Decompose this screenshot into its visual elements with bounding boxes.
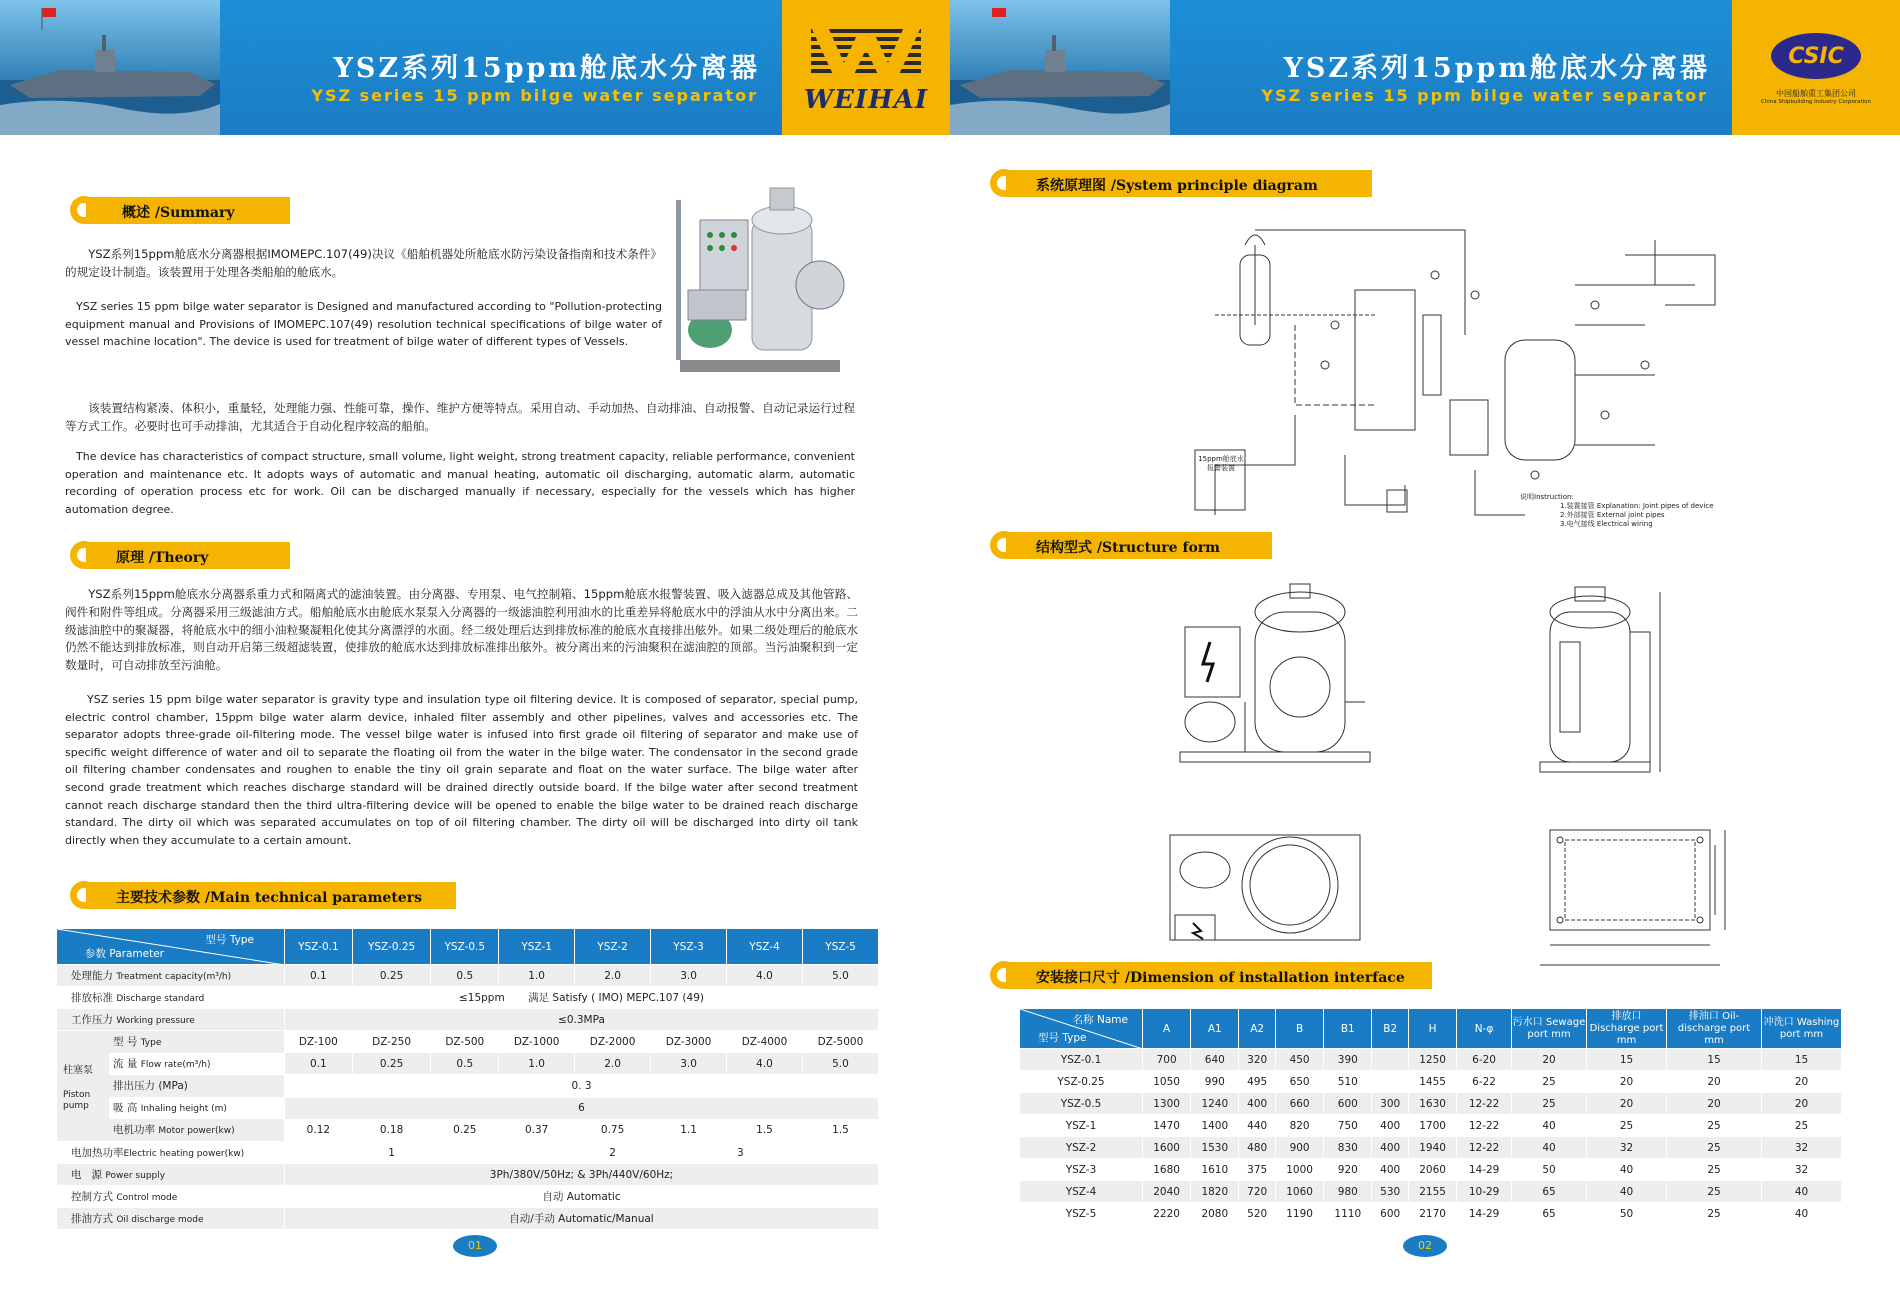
banner-title-cn: YSZ系列15ppm舱底水分离器: [333, 53, 760, 84]
dimension-cell: 10-29: [1457, 1181, 1512, 1203]
table-row: [1020, 1071, 1842, 1093]
model-header: YSZ-3: [651, 929, 727, 965]
dimension-cell: 20: [1667, 1093, 1762, 1115]
dimension-cell: 600: [1324, 1093, 1372, 1115]
dimension-cell: 1470: [1143, 1115, 1191, 1137]
structure-side-view: [1520, 582, 1670, 792]
model-header: YSZ-4: [727, 929, 803, 965]
table-row: 0. 3: [57, 1075, 879, 1097]
dimension-cell: 12-22: [1457, 1137, 1512, 1159]
model-cell: YSZ-1: [1020, 1115, 1143, 1137]
dimension-cell: 400: [1372, 1115, 1409, 1137]
dimension-cell: 2080: [1191, 1203, 1239, 1225]
dimension-cell: 1940: [1408, 1137, 1456, 1159]
dimension-cell: 6-20: [1457, 1049, 1512, 1071]
theory-en-paragraph: YSZ series 15 ppm bilge water separator is gravity type and insulation type oil filtering device. It is composed of separator, special pump, electric control chamber, 15ppm bilge water alarm device, inhaled filter assembly and other pipelines, valves and accessories etc. The separator adopts three-grade oil-filtering mode. The vessel bilge water is infused into first grade oil filtering of separator and make use of specific weight difference of water and oil to separate the floating oil from the water in the bilge water. The condensator in the second grade oil filtering chamber condensates and roughen to enable the tiny oil grain separate and float on the water surface. The bilge water after second grade treatment which reaches discharge standard will be drained directly outside board. If the bilge water after second treatment cannot reach discharge standard then the third ultra-filtering device will be opened to enable the bilge water to be drained reach discharge standard. The dirty oil which was separated accumulates on top of oil filtering chamber. The dirty oil will be discharged into dirty oil tank directly when they accumulate to a certain amount.: [65, 693, 858, 847]
dimension-cell: 980: [1324, 1181, 1372, 1203]
dimension-cell: 6-22: [1457, 1071, 1512, 1093]
model-header: YSZ-0.5: [431, 929, 499, 965]
structure-front-view: [1165, 582, 1390, 792]
column-header: 冲洗口 Washing port mm: [1762, 1009, 1842, 1049]
banner-left: [0, 0, 950, 135]
dimension-cell: 750: [1324, 1115, 1372, 1137]
dimension-cell: 300: [1372, 1093, 1409, 1115]
table-row: 0.12 0.18 0.25 0.37 0.75 1.1 1.5 1.5: [57, 1119, 879, 1141]
pump-label-en: Piston pump: [63, 1089, 91, 1111]
dimension-cell: 20: [1512, 1049, 1587, 1071]
model-cell: YSZ-0.5: [1020, 1093, 1143, 1115]
dimension-cell: 530: [1372, 1181, 1409, 1203]
column-header: 排放口 Discharge port mm: [1587, 1009, 1667, 1049]
structure-heading-text: 结构型式 /Structure form: [1036, 540, 1220, 556]
dimension-cell: [1372, 1049, 1409, 1071]
dimension-cell: 14-29: [1457, 1203, 1512, 1225]
model-cell: YSZ-0.25: [1020, 1071, 1143, 1093]
column-header: B1: [1324, 1009, 1372, 1049]
table-row: 柱塞泵 Piston pump 型 号 Type 流 量 Flow rate(m³/h) 排出压力 (MPa) 吸 高 Inhaling height (m) 电机功率 Motor power(kw) DZ-100 DZ-250 DZ-500 DZ-1000 DZ-2000 DZ-3000 DZ-4000 DZ-5000: [57, 1031, 879, 1053]
table-row: 电 源 Power supply 3Ph/380V/50Hz; & 3Ph/440V/60Hz;: [57, 1164, 879, 1186]
table-row: [1020, 1137, 1842, 1159]
dimension-cell: 510: [1324, 1071, 1372, 1093]
dimension-cell: 1630: [1408, 1093, 1456, 1115]
dimension-cell: 32: [1587, 1137, 1667, 1159]
dimension-cell: 2170: [1408, 1203, 1456, 1225]
table-row: 排油方式 Oil discharge mode 自动/手动 Automatic/Manual: [57, 1208, 879, 1230]
column-header: A2: [1239, 1009, 1276, 1049]
dimension-cell: 15: [1587, 1049, 1667, 1071]
table-row: [1020, 1159, 1842, 1181]
dimension-cell: 32: [1762, 1137, 1842, 1159]
theory-heading-text: 原理 /Theory: [116, 550, 209, 566]
dimension-cell: 720: [1239, 1181, 1276, 1203]
dimension-cell: 900: [1275, 1137, 1323, 1159]
dimension-cell: 920: [1324, 1159, 1372, 1181]
section-system-heading: [984, 170, 1384, 198]
model-header: YSZ-2: [575, 929, 651, 965]
dimension-cell: 1700: [1408, 1115, 1456, 1137]
dimension-cell: 1300: [1143, 1093, 1191, 1115]
alarm-box-label: 15ppm舱底水报警装置: [1198, 455, 1244, 472]
dimension-cell: [1372, 1071, 1409, 1093]
dimension-cell: 650: [1275, 1071, 1323, 1093]
model-cell: YSZ-4: [1020, 1181, 1143, 1203]
model-header: YSZ-1: [499, 929, 575, 965]
dimension-cell: 40: [1587, 1181, 1667, 1203]
dimension-cell: 1190: [1275, 1203, 1323, 1225]
technical-parameters-table: [56, 928, 879, 1230]
banner-title-cn: YSZ系列15ppm舱底水分离器: [1283, 53, 1710, 84]
foundation-plan-drawing: [1540, 815, 1740, 975]
model-cell: YSZ-5: [1020, 1203, 1143, 1225]
weihai-w-logo-icon: [806, 21, 926, 91]
separator-product-photo: [670, 180, 850, 385]
dimension-cell: 25: [1667, 1137, 1762, 1159]
dimension-cell: 40: [1512, 1115, 1587, 1137]
banner-title-en: YSZ series 15 ppm bilge water separator: [1261, 86, 1708, 105]
dimension-cell: 1060: [1275, 1181, 1323, 1203]
dimension-cell: 20: [1762, 1071, 1842, 1093]
page-number: 02: [1403, 1235, 1447, 1257]
column-header: 污水口 Sewage port mm: [1512, 1009, 1587, 1049]
table-corner-header: 名称 Name 型号 Type: [1020, 1009, 1143, 1049]
dimension-cell: 25: [1667, 1203, 1762, 1225]
system-principle-diagram: [1175, 215, 1740, 530]
weihai-logo: [782, 0, 950, 135]
aircraft-carrier-image: [950, 0, 1170, 135]
dimension-cell: 20: [1762, 1093, 1842, 1115]
dimension-cell: 660: [1275, 1093, 1323, 1115]
dimension-cell: 40: [1512, 1137, 1587, 1159]
dimension-cell: 25: [1667, 1115, 1762, 1137]
dimension-cell: 20: [1587, 1093, 1667, 1115]
column-header: B: [1275, 1009, 1323, 1049]
model-header: YSZ-0.1: [285, 929, 353, 965]
model-header: YSZ-5: [802, 929, 878, 965]
dimension-cell: 50: [1512, 1159, 1587, 1181]
table-row: 0.1 0.25 0.5 1.0 2.0 3.0 4.0 5.0: [57, 1053, 879, 1075]
csic-logo-text: CSIC: [1788, 43, 1844, 69]
dimension-cell: 2040: [1143, 1181, 1191, 1203]
dimension-cell: 40: [1762, 1203, 1842, 1225]
dimension-cell: 25: [1512, 1093, 1587, 1115]
table-row: 电加热功率Electric heating power(kw) 1 2 3: [57, 1142, 879, 1164]
dimension-cell: 1610: [1191, 1159, 1239, 1181]
page-number: 01: [453, 1235, 497, 1257]
table-row: [1020, 1181, 1842, 1203]
dimension-cell: 25: [1667, 1181, 1762, 1203]
dimension-cell: 65: [1512, 1203, 1587, 1225]
dimension-cell: 1000: [1275, 1159, 1323, 1181]
model-cell: YSZ-2: [1020, 1137, 1143, 1159]
dimension-cell: 990: [1191, 1071, 1239, 1093]
section-params-heading: [64, 882, 464, 910]
params-heading-text: 主要技术参数 /Main technical parameters: [116, 890, 422, 906]
dimension-cell: 400: [1239, 1093, 1276, 1115]
column-header: A: [1143, 1009, 1191, 1049]
dimension-cell: 14-29: [1457, 1159, 1512, 1181]
dimension-cell: 12-22: [1457, 1115, 1512, 1137]
model-header: YSZ-0.25: [352, 929, 431, 965]
dimension-cell: 640: [1191, 1049, 1239, 1071]
structure-top-view: [1165, 825, 1365, 950]
table-row: 控制方式 Control mode 自动 Automatic: [57, 1186, 879, 1208]
table-row: [1020, 1049, 1842, 1071]
dimension-cell: 32: [1762, 1159, 1842, 1181]
dimension-cell: 400: [1372, 1159, 1409, 1181]
banner-right: [950, 0, 1900, 135]
dimension-cell: 2155: [1408, 1181, 1456, 1203]
dimension-cell: 520: [1239, 1203, 1276, 1225]
theory-cn-paragraph: YSZ系列15ppm舱底水分离器系重力式和隔离式的滤油装置。由分离器、专用泵、电气控制箱、15ppm舱底水报警装置、吸入滤器总成及其他管路、阀件和附件等组成。分离器采用三级滤油方式。船舶舱底水由舱底水泵泵入分离器的一级滤油腔利用油水的比重差异将舱底水中的浮油从水中分离出来。二级滤油腔中的聚凝器，将舱底水中的细小油粒聚凝粗化使其分离漂浮的水面。经二级处理后达到排放标准的舱底水直接排出舷外。如果二级处理后的舱底水仍然不能达到排放标准，则自动开启第三级超滤装置，使排放的舱底水达到排放标准排出舷外。被分离出来的污油聚积在滤油腔的顶部。当污油聚积到一定数量时，可自动排放至污油舱。: [65, 587, 858, 673]
weihai-logo-text: WEIHAI: [803, 84, 929, 115]
dimension-cell: 20: [1587, 1071, 1667, 1093]
dimension-cell: 1530: [1191, 1137, 1239, 1159]
section-theory-heading: [64, 542, 304, 570]
table-row: 6: [57, 1097, 879, 1119]
table-row: 排放标准 Discharge standard ≤15ppm 满足 Satisfy ( IMO) MEPC.107 (49): [57, 987, 879, 1009]
dimension-cell: 1250: [1408, 1049, 1456, 1071]
model-cell: YSZ-0.1: [1020, 1049, 1143, 1071]
dimension-cell: 12-22: [1457, 1093, 1512, 1115]
dimension-cell: 600: [1372, 1203, 1409, 1225]
aircraft-carrier-image: [0, 0, 220, 135]
column-header: H: [1408, 1009, 1456, 1049]
summary-en-paragraph-1: YSZ series 15 ppm bilge water separator is Designed and manufactured according to "Pollution-protecting equipment manual and Provisions of IMOMEPC.107(49) resolution technical specifications of bilge water of vessel machine location". The device is used for treatment of bilge water of different types of Vessels.: [65, 300, 662, 349]
column-header: N-φ: [1457, 1009, 1512, 1049]
dimension-cell: 1400: [1191, 1115, 1239, 1137]
section-summary-heading: [64, 197, 304, 225]
dimension-cell: 320: [1239, 1049, 1276, 1071]
dimension-cell: 450: [1275, 1049, 1323, 1071]
dimension-cell: 25: [1667, 1159, 1762, 1181]
dimension-cell: 1110: [1324, 1203, 1372, 1225]
dimension-cell: 40: [1587, 1159, 1667, 1181]
table-row: 工作压力 Working pressure ≤0.3MPa: [57, 1009, 879, 1031]
dimension-table: [1019, 1008, 1842, 1225]
dimension-cell: 1680: [1143, 1159, 1191, 1181]
dimension-cell: 25: [1587, 1115, 1667, 1137]
summary-cn-paragraph-1: YSZ系列15ppm舱底水分离器根据IMOMEPC.107(49)决议《船舶机器处所舱底水防污染设备指南和技术条件》的规定设计制造。该装置用于处理各类船舶的舱底水。: [65, 247, 662, 279]
section-dimension-heading: [984, 962, 1444, 990]
dimension-cell: 25: [1512, 1071, 1587, 1093]
page-right: [950, 0, 1900, 1289]
dimension-cell: 1050: [1143, 1071, 1191, 1093]
summary-heading-text: 概述 /Summary: [122, 205, 235, 221]
dimension-cell: 1820: [1191, 1181, 1239, 1203]
summary-en-paragraph-2: The device has characteristics of compact structure, small volume, light weight, strong treatment capacity, reliable performance, convenient operation and maintenance etc. It adopts ways of automatic and manual heating, automatic oil discharging, automatic alarm, automatic recording of operation process etc for work. Oil can be discharged manually if necessary, especially for the vessels which has higher automation degree.: [65, 450, 855, 516]
dimension-cell: 820: [1275, 1115, 1323, 1137]
instruction-legend: 说明Instruction: 1.装置接管 Explanation: Joint pipes of device 2.外部接管 External joint pipes 3.电气接线 Electrical wiring: [1520, 493, 1714, 528]
dimension-cell: 390: [1324, 1049, 1372, 1071]
dimension-heading-text: 安装接口尺寸 /Dimension of installation interface: [1036, 970, 1405, 986]
dimension-cell: 20: [1667, 1071, 1762, 1093]
dimension-cell: 1600: [1143, 1137, 1191, 1159]
table-row: [1020, 1203, 1842, 1225]
dimension-cell: 25: [1762, 1115, 1842, 1137]
dimension-cell: 830: [1324, 1137, 1372, 1159]
column-header: A1: [1191, 1009, 1239, 1049]
dimension-cell: 375: [1239, 1159, 1276, 1181]
column-header: B2: [1372, 1009, 1409, 1049]
table-row: [1020, 1093, 1842, 1115]
dimension-cell: 440: [1239, 1115, 1276, 1137]
pump-label-cn: 柱塞泵: [63, 1064, 93, 1076]
dimension-cell: 700: [1143, 1049, 1191, 1071]
dimension-cell: 480: [1239, 1137, 1276, 1159]
dimension-cell: 495: [1239, 1071, 1276, 1093]
table-corner-header: 型号 Type 参数 Parameter: [57, 929, 285, 965]
dimension-cell: 1240: [1191, 1093, 1239, 1115]
dimension-cell: 1455: [1408, 1071, 1456, 1093]
dimension-cell: 2220: [1143, 1203, 1191, 1225]
model-cell: YSZ-3: [1020, 1159, 1143, 1181]
system-heading-text: 系统原理图 /System principle diagram: [1036, 178, 1318, 194]
table-row: 处理能力 Treatment capacity(m³/h) 0.1 0.25 0.5 1.0 2.0 3.0 4.0 5.0: [57, 965, 879, 987]
column-header: 排油口 Oil-discharge port mm: [1667, 1009, 1762, 1049]
dimension-cell: 50: [1587, 1203, 1667, 1225]
dimension-cell: 2060: [1408, 1159, 1456, 1181]
section-structure-heading: [984, 532, 1284, 560]
csic-logo: CSIC 中国船舶重工集团公司 China Shipbuilding Industry Corporation: [1732, 0, 1900, 135]
summary-cn-paragraph-2: 该装置结构紧凑、体积小，重量轻，处理能力强、性能可靠，操作、维护方便等特点。采用自动、手动加热、自动排油、自动报警、自动记录运行过程等方式工作。必要时也可手动排油，尤其适合于自动化程序较高的船舶。: [65, 401, 855, 433]
table-row: [1020, 1115, 1842, 1137]
dimension-cell: 65: [1512, 1181, 1587, 1203]
banner-title-en: YSZ series 15 ppm bilge water separator: [311, 86, 758, 105]
dimension-cell: 40: [1762, 1181, 1842, 1203]
dimension-cell: 400: [1372, 1137, 1409, 1159]
dimension-cell: 15: [1762, 1049, 1842, 1071]
dimension-cell: 15: [1667, 1049, 1762, 1071]
